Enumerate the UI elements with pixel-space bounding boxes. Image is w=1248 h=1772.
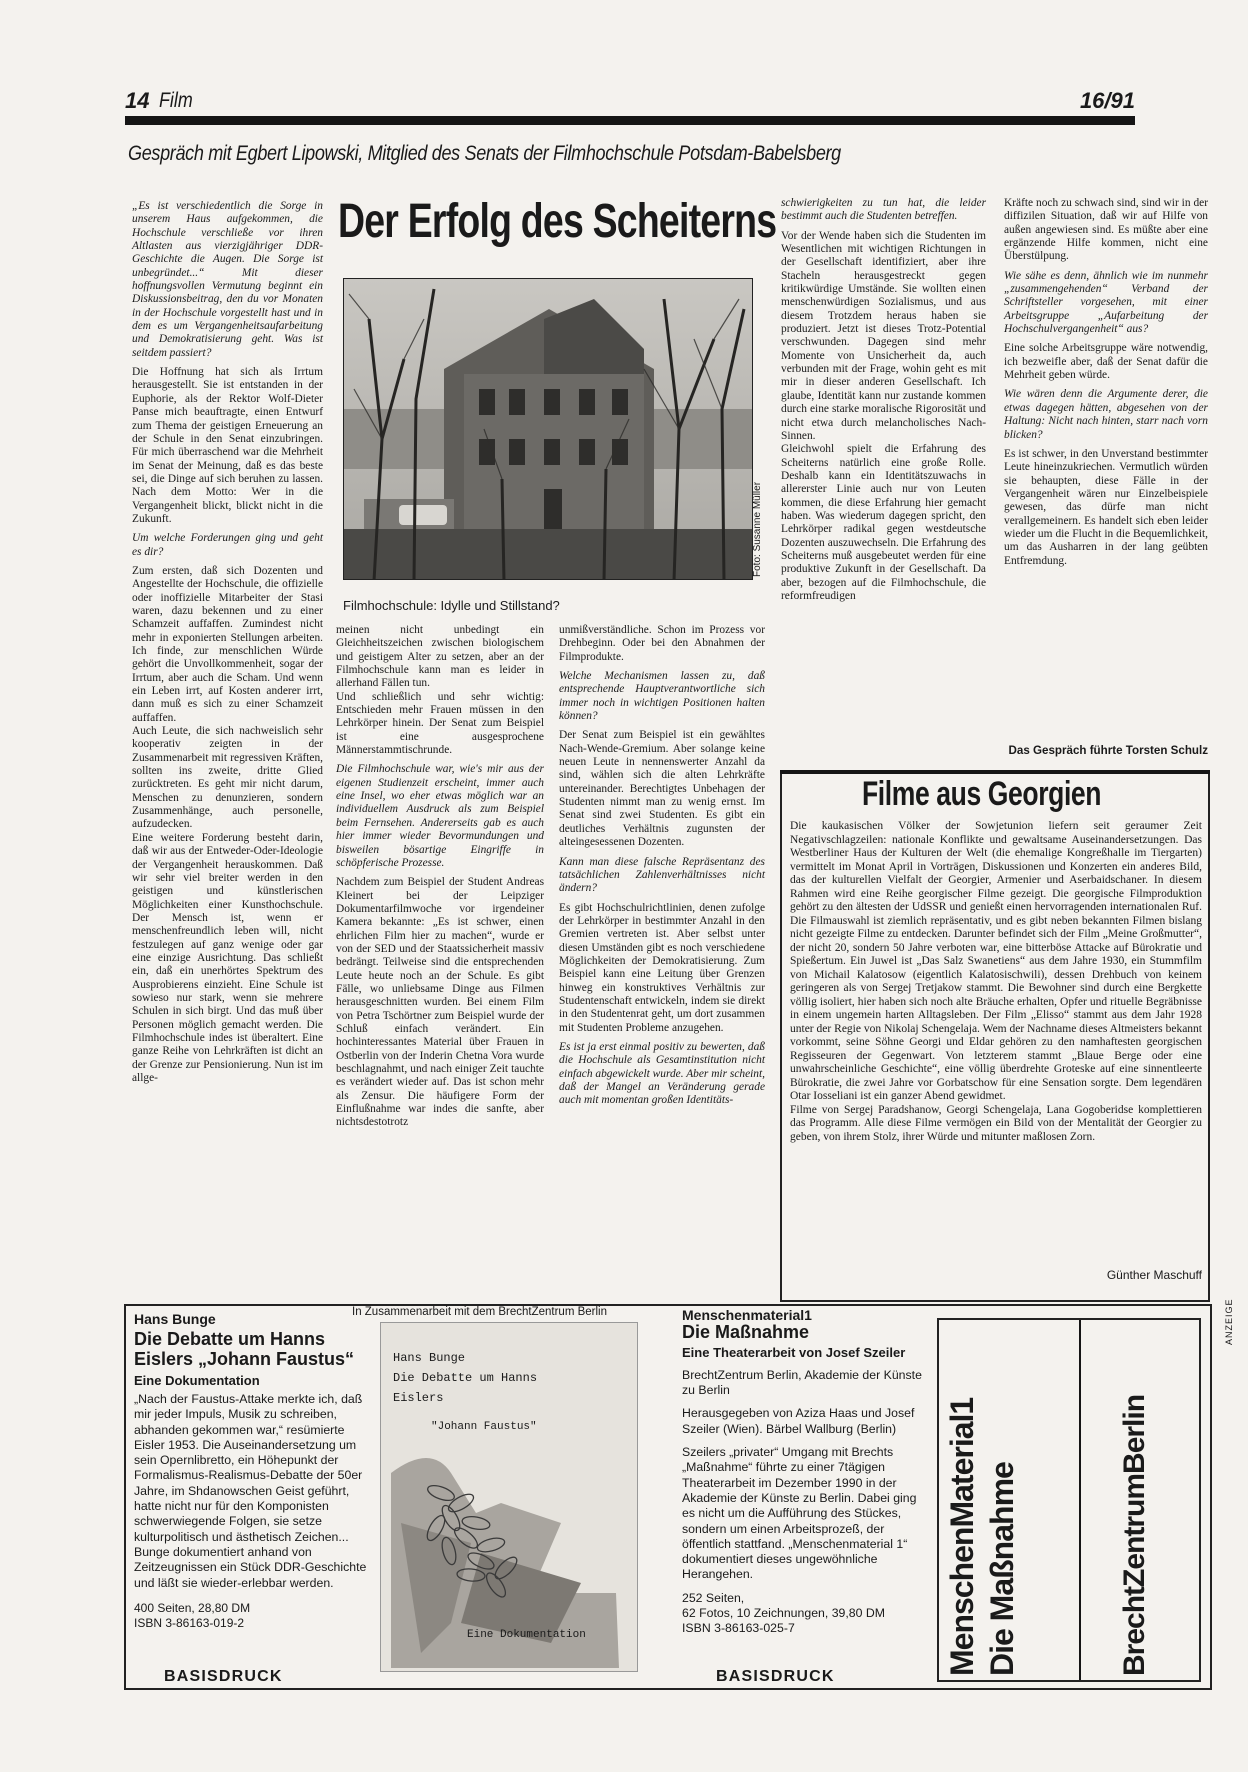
answer-paragraph: Es gibt Hochschulrichtlinien, denen zufolge der Lehrkörper in bestimmter Anzahl in den Gremien vertreten ist. Aber selbst unter diesen Umständen gibt es noch verschiedene Möglichkeiten der Demokratisierung. Zum Beispiel kann eine Leitung über Grenzen hinweg ein konstruktives Verhältnis zur Studentenschaft entwickeln, indem sie direkt in den Studentenrat geht, um dort zusammen mit Studenten Probleme anzugehen.: [559, 901, 765, 1034]
book-title: Die Maßnahme: [682, 1322, 810, 1343]
book-description: „Nach der Faustus-Attake merkte ich, daß mir jeder Impuls, Musik zu schreiben, abhanden gekommen war,“ resümierte Eisler 1953. Die Auseinandersetzung um sein Opernlibretto, ein Höhepunkt der Formalismus-Realismus-Debatte der 50er Jahre, im Shdanowschen Geist geführt, hatte nicht nur für den Komponisten schwerwiegende Folgen, sie setze kulturpolitisch und ästhetisch Zeichen... Bunge dokumentiert anhand von Zeitzeugnissen ein Stück DDR-Geschichte und läßt sie wieder-erlebbar werden.: [134, 1392, 367, 1590]
answer-paragraph: unmißverständliche. Schon im Prozess vor Drehbeginn. Oder bei den Abnahmen der Filmprodukte.: [559, 624, 765, 663]
intro-question: „Es ist verschiedentlich die Sorge in unserem Haus aufgekommen, die Hochschule verschließe vor ihren Altlasten aus vierzigjähriger DDR-Geschichte die Augen. Die Sorge ist unbegründet...“ Mit dieser hoffnungsvollen Vermutung beginnt ein Diskussionsbeitrag, den du vor Monaten in der Hochschule vorgestellt hast und in dem es um Vergangenheitsaufarbeitung und Demokratisierung geht. Was ist seitdem passiert?: [132, 200, 323, 359]
interview-author: Das Gespräch führte Torsten Schulz: [1008, 744, 1208, 757]
book-price: 400 Seiten, 28,80 DM: [134, 1600, 251, 1615]
article-title: Der Erfolg des Scheiterns: [338, 195, 777, 248]
article-subtitle: Gespräch mit Egbert Lipowski, Mitglied des Senats der Filmhochschule Potsdam-Babelsberg: [128, 142, 841, 165]
page-header: [125, 88, 1135, 148]
interview-question: Es ist ja erst einmal positiv zu bewerten, daß die Hochschule als Gesamtinstitution nicht einfach abgewickelt wurde. Aber mir scheint, daß der Mangel an Veränderung gerade auch mit momentan großen Identitäts-: [559, 1040, 765, 1107]
column-3: [559, 624, 765, 1114]
column-2: [336, 624, 544, 1136]
answer-paragraph: Gleichwohl spielt die Erfahrung des Scheiterns natürlich eine große Rolle. Deshalb kann ein Identitätszuwachs in allererster Linie auch nur von Leuten kommen, die diese Erfahrung hier gemacht haben. Was wiederum dagegen spricht, den Lehrkörper radikal gegen westdeutsche Dozenten auszuwechseln. Die Erfahrung des Scheiterns muß ausgebeutet werden für eine produktive Zukunft in der Gesellschaft. Da aber, bezogen auf die Filmhochschule, die reformfreudigen: [781, 443, 986, 602]
book-description: Szeilers „privater“ Umgang mit Brechts „Maßnahme“ führte zu einer 7tägigen Theaterarbeit im Dezember 1990 in der Akademie der Künste zu Berlin. Dabei ging es nicht um die Aufführung des Stückes, sondern um einen Arbeitsprozeß, der öffentlich stattfand. „Menschenmaterial 1“ dokumentiert dieses ungewöhnliche Herangehen.: [682, 1445, 917, 1582]
book-cover-faustus: [380, 1322, 638, 1672]
photo-caption: Filmhochschule: Idylle und Stillstand?: [343, 598, 560, 613]
section-label: Film: [159, 89, 193, 112]
building-photo-image: [344, 279, 753, 580]
georgien-title: Filme aus Georgien: [862, 775, 1102, 813]
georgien-top-rule: [780, 770, 1210, 774]
answer-paragraph: Eine solche Arbeitsgruppe wäre notwendig, ich bezweifle aber, daß der Senat dafür die Mehrheit geben würde.: [1004, 342, 1208, 382]
answer-paragraph: Auch Leute, die sich nachweislich sehr kooperativ zeigten in der Zusammenarbeit mit regressiven Kräften, sollten ins zweite, dritte Glied zurücktreten. Es geht mir nicht darum, Menschen zu denunzieren, sondern Zusammenhänge, auch personelle, aufzudecken.: [132, 725, 323, 831]
cover-line: Hans Bunge: [393, 1351, 466, 1365]
answer-paragraph: Es ist schwer, in den Unverstand bestimmter Leute hineinzukriechen. Vermutlich würden sie behaupten, diese Fälle in der Vergangenheit wären nur Einzelbeispiele gewesen, das dürfe man nicht verallgemeinern. Es handelt sich eben leider wieder um die Flucht in die Bequemlichkeit, um das Ausharren in der lang geübten Entfremdung.: [1004, 447, 1208, 567]
cover-line: "Johann Faustus": [431, 1421, 537, 1433]
interview-question: Wie wären denn die Argumente derer, die etwas dagegen hätten, abgesehen von der Haltung: Nicht nach hinten, starr nach vorn blicken?: [1004, 388, 1208, 441]
answer-paragraph: Eine weitere Forderung besteht darin, daß wir aus der Entweder-Oder-Ideologie der Vergangenheit herauskommen. Daß wir sehr viel breiter werden in den geistigen und künstlerischen Möglichkeiten einer Kunsthochschule. Der Mensch ist, wenn er menschenfreundlich leben will, nicht festzulegen auf ganz wenige oder gar eine einzige Ausrichtung. Das schließt ein, daß ein unerhörtes Spektrum des Ausprobierens einzieht. Eine Schule ist sowieso nur stark, wenn sie mehrere Schulen in sich birgt. Und das muß über Personen möglich gemacht werden. Die Filmhochschule indes ist überaltert. Eine ganze Reihe von Lehrkräften ist dicht an der Grenze zur Pensionierung. Nun ist im allge-: [132, 831, 323, 1084]
page-number: 14: [125, 88, 150, 113]
book-subtitle: Eine Dokumentation: [134, 1373, 260, 1388]
georgien-paragraph: Die kaukasischen Völker der Sowjetunion liefern seit geraumer Zeit Negativschlagzeilen: nationale Konflikte und gewaltsame Auseinandersetzungen. Das Westberliner Haus der Kulturen der Welt (die ehemalige Kongreßhalle im Tiergarten) vermittelt im Monat April in Vorträgen, Diskussionen und Konzerten ein anderes Bild, das der kulturellen Vielfalt der Georgier, Armenier und Aserbaidschaner. In diesem Rahmen wird eine Reihe georgischer Filme gezeigt. Die georgische Filmproduktion gehört zu den ältesten der UdSSR und genießt einen hervorragenden internationalen Ruf. Die Filmauswahl ist ziemlich repräsentativ, und es gibt neben bekannten Filmen bislang nicht gezeigte Filme zu entdecken. Darunter befindet sich der Film „Meine Großmutter“, der nicht 20, sondern 50 Jahre verboten war, eine bitterböse Attacke auf Bürokratie und Spießertum. Ein Juwel ist „Das Salz Swanetiens“ aus dem Jahre 1930, ein Stummfilm von Michail Kalatosow (eigentlich Kalatosischwili), dessen Drehbuch von keinem geringeren als von Sergej Tretjakow stammt. Die Bewohner sind durch eine Bergkette völlig isoliert, hier haben sich noch alte Bräuche erhalten, Opfer und rituelle Begräbnisse in einem ungemein harten Alltagsleben. Der Film „Elisso“ stammt aus dem Jahr 1928 unter der Regie von Nikolaj Schengelaja. Wem der Nachname dieses Altmeisters bekannt vorkommt, seine Söhne Georgi und Eldar gehören zu den namhaftesten georgischen Regisseuren der Gegenwart. Von letzterem stammt „Blaue Berge oder eine unwahrscheinliche Geschichte“, eine völlig überdrehte Groteske auf eine sinnentleerte Bürokratie, die zwei Jahre vor Gorbatschow für eine Sensation sorgte. Dem legendären Otar Iosseliani ist ein ganzer Abend gewidmet.: [790, 820, 1202, 1102]
book-subtitle: Eine Theaterarbeit von Josef Szeiler: [682, 1344, 906, 1360]
photo-filmhochschule: [343, 278, 753, 580]
issue-number: 16/91: [1079, 88, 1135, 113]
book-isbn: ISBN 3-86163-025-7: [682, 1621, 795, 1636]
interview-question: Kann man diese falsche Repräsentanz des tatsächlichen Zahlenverhältnisses nicht ändern?: [559, 855, 765, 895]
interview-question: schwierigkeiten zu tun hat, die leider bestimmt auch die Studenten betreffen.: [781, 197, 986, 223]
interview-question: Wie sähe es denn, ähnlich wie im nunmehr „zusammengehenden“ Verband der Schriftsteller vorgesehen, mit einer Arbeitsgruppe „Aufarbeitung der Hochschulvergangenheit“ aus?: [1004, 269, 1208, 336]
publisher-logo-1: BASISDRUCK: [164, 1668, 283, 1685]
ad-book-2: [682, 1308, 922, 1637]
vertical-title-1: MenschenMaterial1: [944, 1397, 980, 1676]
book-price: 62 Fotos, 10 Zeichnungen, 39,80 DM: [682, 1606, 886, 1621]
ad-label: ANZEIGE: [1224, 1298, 1234, 1345]
book-isbn: ISBN 3-86163-019-2: [134, 1615, 245, 1630]
answer-paragraph: Und schließlich und sehr wichtig: Entschieden mehr Frauen müssen in den Lehrkörper hinein. Der Senat zum Beispiel ist eine ausgesprochene Männerstammtischrunde.: [336, 690, 544, 757]
georgien-author: Günther Maschuff: [1106, 1268, 1202, 1282]
answer-paragraph: meinen nicht unbedingt ein Gleichheitszeichen zwischen biologischem und geistigem Alter zu setzen, aber an der Filmhochschule kann man es leider in allerhand Fällen tun.: [336, 624, 544, 690]
vertical-title-3: BrechtZentrumBerlin: [1118, 1394, 1151, 1676]
answer-paragraph: Nachdem zum Beispiel der Student Andreas Kleinert bei der Leipziger Dokumentarfilmwoche vor irgendeiner Kamera bekannte: „Es ist schwer, einen ehrlichen Film hier zu machen“, wurde er von der SED und der Staatssicherheit massiv bedrängt. Teilweise sind die entsprechenden Leute heute noch an der Schule. Es gibt Fälle, wo unliebsame Dinge aus Filmen herausgeschnitten wurden. Bei einem Film von Petra Tschörtner zum Beispiel wurde der Schluß einfach verändert. Ein hochinteressantes Material über Frauen in Ostberlin von der Inderin Chetna Vora wurde beschlagnahmt, und nach einiger Zeit tauchte es verändert wieder auf. Das ist schon mehr als Zensur. Die häufigere Form der Einflußnahme war indes die sanfte, aber nichtsdestotrotz: [336, 876, 544, 1129]
answer-paragraph: Die Hoffnung hat sich als Irrtum herausgestellt. Sie ist entstanden in der Euphorie, als der Rektor Wolf-Dieter Panse mich beauftragte, einen Entwurf zum Thema der geistigen Erneuerung an der Schule in den Senat einzubringen. Für mich überraschend war die Mehrheit im Senat der Meinung, daß es das beste sei, die Dinge auf sich beruhen zu lassen. Nach dem Motto: Wer in die Vergangenheit blickt, blickt nicht in die Zukunft.: [132, 366, 323, 525]
publisher-logo-2: BASISDRUCK: [716, 1668, 835, 1685]
photo-credit: Foto: Susanne Müller: [752, 481, 763, 577]
book-series: Menschenmaterial1: [682, 1307, 812, 1323]
book-institution: BrechtZentrum Berlin, Akademie der Künste zu Berlin: [682, 1367, 922, 1398]
answer-paragraph: Kräfte noch zu schwach sind, sind wir in der diffizilen Situation, daß wir auf Hilfe von außen angewiesen sind. Es müßte aber eine ergänzende Hilfe kommen, nicht eine Überstülpung.: [1004, 197, 1208, 263]
interview-question: Welche Mechanismen lassen zu, daß entsprechende Hauptverantwortliche sich immer noch in wichtigen Positionen halten können?: [559, 670, 765, 723]
interview-question: Um welche Forderungen ging und geht es dir?: [132, 532, 323, 558]
cover-line: Eine Dokumentation: [467, 1629, 586, 1641]
column-4: [781, 197, 986, 609]
interview-question: Die Filmhochschule war, wie's mir aus der eigenen Studienzeit erscheint, immer auch eine Insel, wo eher etwas möglich war an individuellem Ausdruck als zum Beispiel beim Fernsehen. Andererseits gab es auch hier immer wieder Bevormundungen und bisweilen bösartige Eingriffe in schöpferische Prozesse.: [336, 763, 544, 869]
ad-collaboration: In Zusammenarbeit mit dem BrechtZentrum Berlin: [352, 1306, 608, 1318]
cover-line: Die Debatte um Hanns: [393, 1371, 538, 1385]
cover-divider: [1079, 1320, 1081, 1680]
book-pages: 252 Seiten,: [682, 1590, 745, 1605]
answer-paragraph: Zum ersten, daß sich Dozenten und Angestellte der Hochschule, die offizielle oder inoffizielle Mitarbeiter der Stasi waren, dazu bekennen und zu einer Schamzeit auffaffen. Zumindest nicht mehr in exponierten Stellungen arbeiten. Ich finde, zur menschlichen Würde gehört die Unvollkommenheit, sogar der Irrtum, aber auch die Scham. Und wenn ein Leben irrt, auf Kosten anderer irrt, dann muß es sich zu einer Schamzeit auffaffen.: [132, 564, 323, 724]
vertical-title-2: Die Maßnahme: [984, 1462, 1020, 1676]
ad-book-1: [134, 1312, 374, 1631]
georgien-text: [790, 820, 1202, 1150]
header-rule: [125, 116, 1135, 125]
georgien-paragraph: Filme von Sergej Paradshanow, Georgi Schengelaja, Lana Gogoberidse komplettieren das Programm. Alle diese Filme vermögen ein Bild von der Mentalität der Georgier zu geben, von ihrem Stolz, ihrer Würde und mitunter maßlosen Zorn.: [790, 1103, 1202, 1143]
answer-paragraph: Der Senat zum Beispiel ist ein gewähltes Nach-Wende-Gremium. Aber solange keine neuen Leute in nennenswerter Anzahl da sind, wählen sich die alten Lehrkräfte untereinander. Berechtigtes Unbehagen der Studenten nimmt man zu wenig ernst. Im Senat sind zwei Studenten. Es gibt ein deutliches Verhältnis zugunsten der alteingesessenen Dozenten.: [559, 729, 765, 849]
book-editors: Herausgegeben von Aziza Haas und Josef Szeiler (Wien). Bärbel Wallburg (Berlin): [682, 1406, 915, 1436]
book-author: Hans Bunge: [134, 1311, 216, 1327]
answer-paragraph: Vor der Wende haben sich die Studenten im Wesentlichen mit wichtigen Richtungen in der Gesellschaft identifiziert, aber ihre Stacheln herausgestreckt gegen kritikwürdige Umstände. Sie wollten einen menschenwürdigen Sozialismus, und aus diesem Trotzdem heraus haben sie produziert. Jetzt ist dieses Trotz-Potential verschwunden. Dagegen sind mehr Momente von Unsicherheit da, auch verbunden mit der Frage, wohin geht es mit mir in dieser anderen Gesellschaft. Ich glaube, Identität kann nur zustande kommen durch eine starke moralische Rigorosität und nicht etwa durch melancholisches Nach-Sinnen.: [781, 229, 986, 442]
column-5: [1004, 197, 1208, 574]
book-title: Die Debatte um Hanns Eislers „Johann Faustus“: [134, 1329, 355, 1369]
column-1: [132, 200, 323, 1091]
cover-line: Eislers: [393, 1391, 444, 1405]
